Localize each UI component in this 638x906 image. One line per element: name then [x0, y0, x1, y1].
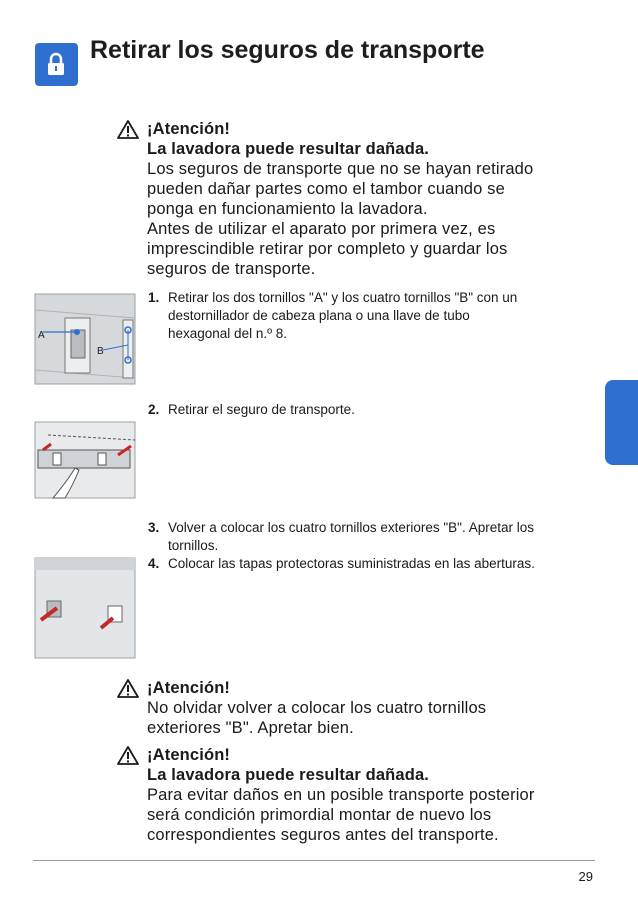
illustration-remove-bracket: [33, 420, 138, 500]
footer-divider: [33, 860, 595, 861]
step-item: [148, 519, 598, 555]
warning-text-line: pueden dañar partes como el tambor cuando se: [147, 180, 505, 198]
illustration-screws: [33, 290, 138, 390]
step-number: 3.: [148, 520, 160, 535]
warning-text-line: seguros de transporte.: [147, 260, 316, 278]
warning-text-line: será condición primordial montar de nuevo los: [147, 806, 492, 824]
step-item: [148, 401, 598, 419]
step-text: Colocar las tapas protectoras suministradas en las aberturas.: [168, 556, 535, 571]
warning-heading: ¡Atención!: [147, 746, 231, 764]
warning-text-line: No olvidar volver a colocar los cuatro tornillos: [147, 699, 487, 717]
label-b: B: [97, 346, 104, 357]
step-list-1: [148, 289, 598, 343]
step-number: 4.: [148, 556, 160, 571]
warning-block-2: [117, 678, 597, 738]
page-title: Retirar los seguros de transporte: [90, 36, 485, 64]
warning-subheading: La lavadora puede resultar dañada.: [147, 766, 430, 784]
step-list-2: [148, 401, 598, 419]
step-text: Retirar el seguro de transporte.: [168, 402, 355, 417]
step-text: Volver a colocar los cuatro tornillos exteriores "B". Apretar los: [168, 520, 534, 535]
warning-text-line: Antes de utilizar el aparato por primera vez, es: [147, 220, 496, 238]
step-item: [148, 555, 598, 573]
warning-heading: ¡Atención!: [147, 679, 231, 697]
lock-icon: [46, 52, 66, 76]
illustration-caps: [33, 556, 138, 661]
step-item: [148, 289, 598, 343]
warning-text-line: Para evitar daños en un posible transporte posterior: [147, 786, 535, 804]
step-number: 2.: [148, 402, 160, 417]
lock-badge: [35, 43, 78, 86]
step-number: 1.: [148, 290, 160, 305]
warning-triangle-icon: [117, 746, 139, 765]
step-list-3: [148, 519, 598, 573]
step-text: hexagonal del n.º 8.: [168, 326, 288, 341]
warning-text-line: correspondientes seguros antes del transporte.: [147, 826, 499, 844]
page-number: 29: [578, 869, 593, 884]
side-tab: [605, 380, 638, 465]
warning-block-3: [117, 745, 597, 845]
warning-text-line: exteriores "B". Apretar bien.: [147, 719, 354, 737]
warning-triangle-icon: [117, 679, 139, 698]
step-text: Retirar los dos tornillos "A" y los cuatro tornillos "B" con un: [168, 290, 518, 305]
warning-text-line: ponga en funcionamiento la lavadora.: [147, 200, 428, 218]
warning-block-1: [117, 119, 597, 279]
warning-subheading: La lavadora puede resultar dañada.: [147, 140, 430, 158]
step-text: destornillador de cabeza plana o una llave de tubo: [168, 308, 470, 323]
warning-heading: ¡Atención!: [147, 120, 231, 138]
warning-triangle-icon: [117, 120, 139, 139]
warning-text-line: imprescindible retirar por completo y guardar los: [147, 240, 508, 258]
label-a: A: [38, 330, 45, 341]
step-text: tornillos.: [168, 538, 219, 553]
warning-text-line: Los seguros de transporte que no se hayan retirado: [147, 160, 534, 178]
